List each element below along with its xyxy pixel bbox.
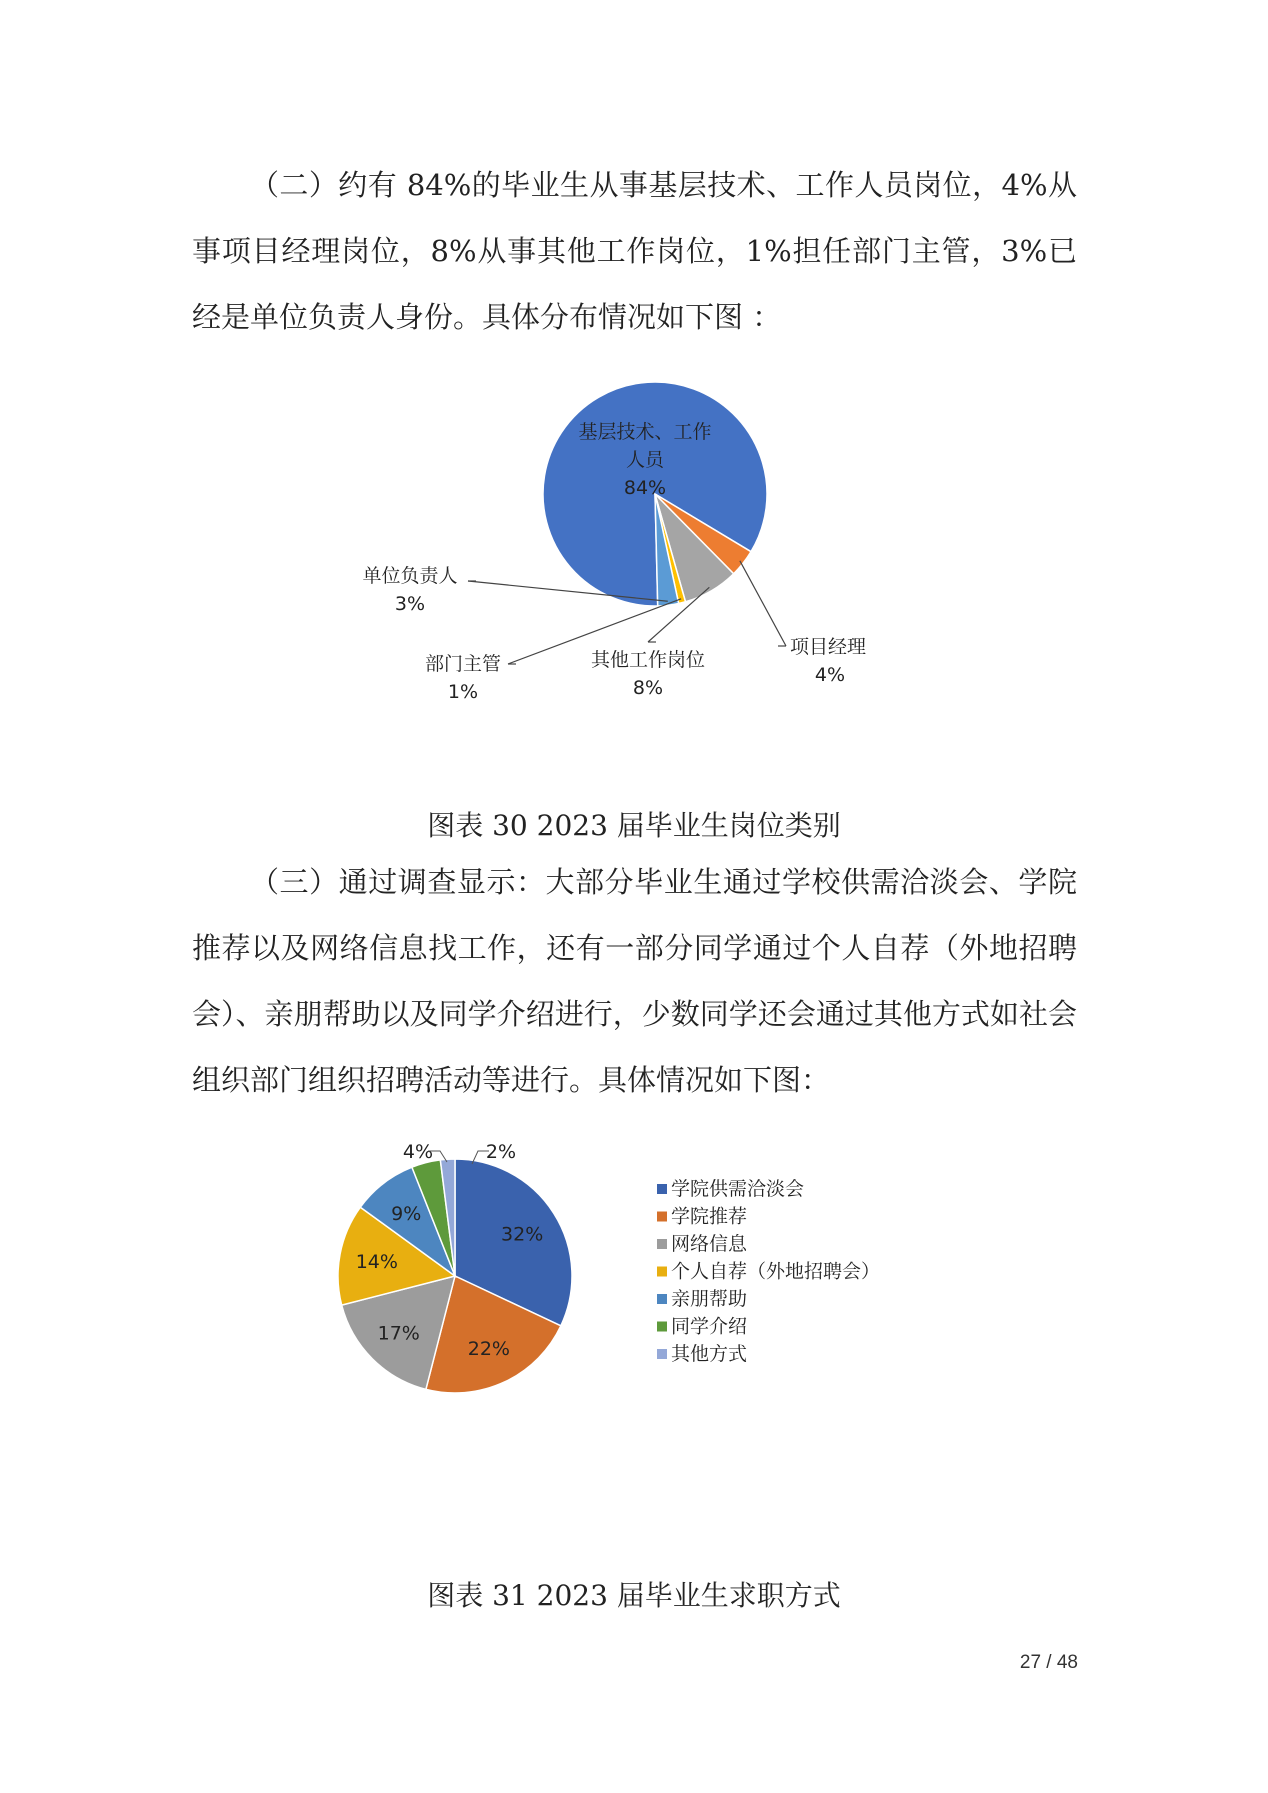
chart1-value-label-5: 3% xyxy=(394,593,426,615)
chart2-legend-label-4: 个人自荐（外地招聘会） xyxy=(671,1260,881,1283)
chart2-value-label-1: 32% xyxy=(501,1223,544,1246)
paragraph-job-search-methods: （三）通过调查显示：大部分毕业生通过学校供需洽淡会、学院推荐以及网络信息找工作，还有一部分同学通过个人自荐（外地招聘会）、亲朋帮助以及同学介绍进行，少数同学还会通过其他方式如社会组织部门组织招聘活动等进行。具体情况如下图： xyxy=(192,865,1077,1097)
chart1-category-label-3-line-1: 其他工作岗位 xyxy=(590,649,706,671)
chart2-legend-label-1: 学院供需洽淡会 xyxy=(671,1178,805,1200)
chart2-legend-swatch-4 xyxy=(657,1267,667,1277)
chart2-legend-label-2: 学院推荐 xyxy=(671,1205,748,1228)
chart1-category-label-1-line-1: 基层技术、工作 xyxy=(578,421,712,443)
chart1-value-label-4: 1% xyxy=(447,681,479,703)
figure-31-caption: 图表 31 2023 届毕业生求职方式 xyxy=(427,1579,841,1612)
chart2-legend-swatch-7 xyxy=(657,1349,667,1359)
chart1-value-label-1: 84% xyxy=(623,477,667,499)
chart2-legend-label-3: 网络信息 xyxy=(671,1233,748,1255)
paragraph-position-types: （二）约有 84%的毕业生从事基层技术、工作人员岗位，4%从事项目经理岗位，8%从事其他工作岗位，1%担任部门主管，3%已经是单位负责人身份。具体分布情况如下图 ： xyxy=(192,168,1077,334)
chart2-legend-label-5: 亲朋帮助 xyxy=(671,1288,748,1310)
chart2-legend-swatch-1 xyxy=(657,1184,667,1194)
chart1-value-label-3: 8% xyxy=(632,677,664,699)
chart2-value-label-2: 22% xyxy=(467,1337,510,1360)
chart2-legend-swatch-6 xyxy=(657,1322,667,1332)
chart2-value-label-6: 4% xyxy=(402,1141,434,1163)
chart2-value-label-5: 9% xyxy=(391,1203,422,1226)
chart2-legend-swatch-3 xyxy=(657,1239,667,1249)
chart2-legend-label-6: 同学介绍 xyxy=(671,1315,748,1338)
chart2-legend-swatch-5 xyxy=(657,1294,667,1304)
chart2-legend-label-7: 其他方式 xyxy=(671,1343,748,1365)
figure-30-caption: 图表 30 2023 届毕业生岗位类别 xyxy=(427,809,841,842)
chart1-category-label-4-line-1: 部门主管 xyxy=(424,653,502,675)
chart2-value-label-3: 17% xyxy=(377,1322,420,1345)
chart2-value-label-4: 14% xyxy=(355,1251,398,1274)
chart2-legend-swatch-2 xyxy=(657,1212,667,1222)
page-number: 27 / 48 xyxy=(1019,1652,1078,1673)
chart1-value-label-2: 4% xyxy=(814,664,846,686)
chart2-value-label-7: 2% xyxy=(485,1141,517,1163)
chart1-category-label-2-line-1: 项目经理 xyxy=(790,636,867,658)
chart1-category-label-1-line-2: 人员 xyxy=(625,449,665,471)
chart1-category-label-5-line-1: 单位负责人 xyxy=(362,565,458,587)
